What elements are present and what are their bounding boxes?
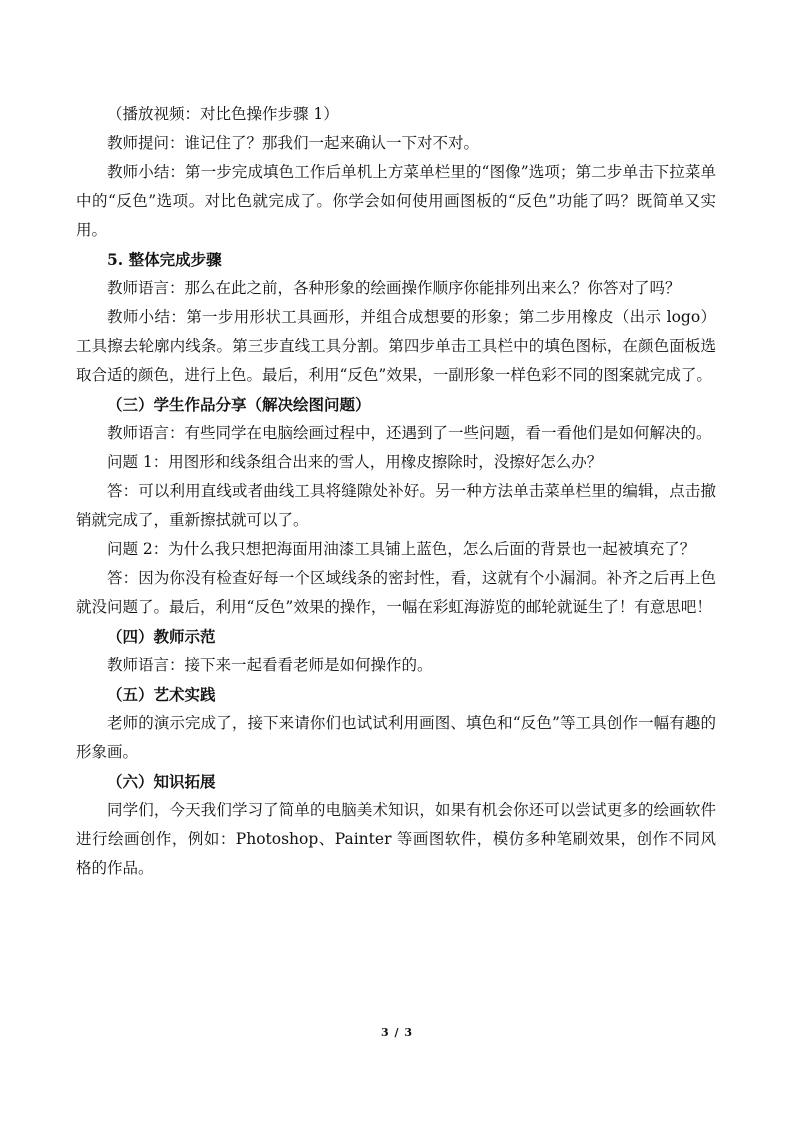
paragraph: 教师小结：第一步用形状工具画形，并组合成想要的形象；第二步用橡皮（出示 logo）工具擦去轮廓内线条。第三步直线工具分割。第四步单击工具栏中的填色图标，在颜色面板选取合适的颜色，进行上色。最后，利用“反色”效果，一副形象一样色彩不同的图案就完成了。 (76, 308, 716, 384)
paragraph: 问题 2：为什么我只想把海面用油漆工具铺上蓝色，怎么后面的背景也一起被填充了？ (107, 540, 696, 558)
paragraph: 教师提问：谁记住了？那我们一起来确认一下对不对。 (107, 134, 480, 152)
paragraph: 教师语言：有些同学在电脑绘画过程中，还遇到了一些问题，看一看他们是如何解决的。 (107, 424, 712, 442)
paragraph: （播放视频：对比色操作步骤 1） (107, 105, 339, 123)
section-heading: （六）知识拓展 (107, 772, 216, 791)
page-number: 3 / 3 (381, 1026, 413, 1039)
paragraph: 教师语言：那么在此之前，各种形象的绘画操作顺序你能排列出来么？你答对了吗？ (107, 279, 681, 297)
paragraph: 教师小结：第一步完成填色工作后单机上方菜单栏里的“图像”选项；第二步单击下拉菜单中的“反色”选项。对比色就完成了。你学会如何使用画图板的“反色”功能了吗？既简单又实用。 (76, 163, 716, 239)
paragraph: 同学们，今天我们学习了简单的电脑美术知识，如果有机会你还可以尝试更多的绘画软件进行绘画创作，例如：Photoshop、Painter 等画图软件，模仿多种笔刷效果，创作不同风格的作品。 (76, 801, 716, 877)
paragraph: 教师语言：接下来一起看看老师是如何操作的。 (107, 656, 433, 674)
paragraph: 答：因为你没有检查好每一个区域线条的密封性，看，这就有个小漏洞。补齐之后再上色就没问题了。最后，利用“反色”效果的操作，一幅在彩虹海游览的邮轮就诞生了！有意思吧！ (76, 569, 716, 616)
paragraph: 老师的演示完成了，接下来请你们也试试利用画图、填色和“反色”等工具创作一幅有趣的形象画。 (76, 714, 716, 761)
section-heading: （三）学生作品分享（解决绘图问题） (107, 395, 371, 414)
paragraph: 答：可以利用直线或者曲线工具将缝隙处补好。另一种方法单击菜单栏里的编辑，点击撤销就完成了，重新擦拭就可以了。 (76, 482, 716, 529)
section-heading: （四）教师示范 (107, 627, 216, 646)
section-heading: 5. 整体完成步骤 (107, 250, 222, 269)
paragraph: 问题 1：用图形和线条组合出来的雪人，用橡皮擦除时，没擦好怎么办？ (107, 453, 603, 471)
document-body (76, 100, 716, 883)
section-heading: （五）艺术实践 (107, 685, 216, 704)
